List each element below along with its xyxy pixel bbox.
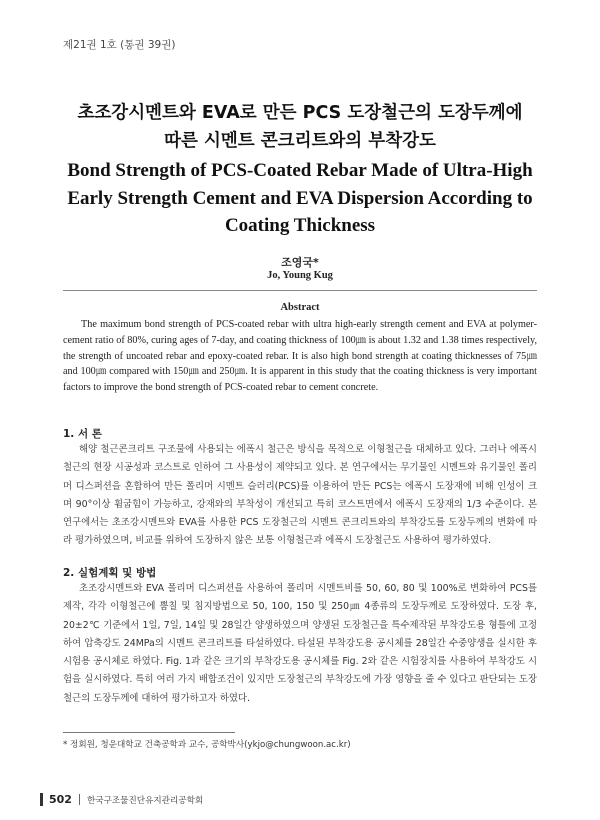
author-english-name: Jo, Young Kug [267,270,333,281]
footer-accent-bar [40,793,43,806]
footnote-divider [63,732,235,733]
introduction-paragraph: 해양 철근콘크리트 구조물에 사용되는 에폭시 철근은 방식을 목적으로 이형철근을 대체하고 있다. 그러나 에폭시 철근의 현장 시공성과 코스트로 인하여 그 사용성이 제약되고 있다. 본 연구에서는 무기물인 시멘트와 유기물인 폴리머 디스퍼션을 혼합하여 만든 폴리머 시멘트 슬러리(PCS)를 이용하여 만든 PCS는 에폭시 도장재에 비해 인성이 크며 90°이상 휨굽힘이 가능하고, 강재와의 부착성이 개선되고 특히 코스트면에서 에폭시 도장재의 1/3 수준이다. 본 연구에서는 초조강시멘트와 EVA를 사용한 PCS 도장철근의 시멘트 콘크리트와의 부착강도를 도장두께의 변화에 따라 평가하였으며, 비교를 위하여 도장하지 않은 보통 이형철근과 에폭시 도장철근도 사용하여 평가하였다. [63,444,537,547]
section-body-methods [63,580,537,708]
english-title-line-3: Coating Thickness [224,215,376,236]
page-number: 502 [49,793,72,806]
society-name: 한국구조물진단유지관리공학회 [86,795,204,806]
english-title-line-1: Bond Strength of PCS-Coated Rebar Made of Ultra-High [67,160,533,181]
section-heading-methods: 2. 실험계획 및 방법 [63,567,157,579]
methods-paragraph: 초조강시멘트와 EVA 폴리머 디스퍼션을 사용하여 폴리머 시멘트비를 50, 60, 80 및 100%로 변화하여 PCS를 제작, 각각 이형철근에 뿜칠 및 침지방법으로 50, 100, 150 및 250㎛ 4종류의 도장두께로 도장하였다. 도장 후, 20±2℃ 기준에서 1일, 7일, 14일 및 28일간 양생하였으며 양생된 도장철근을 특수제작된 부착강도용 형틀에 고정하여 압축강도 24MPa의 시멘트 콘크리트를 타설하였다. 타설된 부착강도용 공시체를 28일간 수중양생을 실시한 후 시험용 공시체로 하였다. Fig. 1과 같은 크기의 부착강도용 공시체를 Fig. 2와 같은 시험장치를 사용하여 부착강도 시험을 실시하였다. 특히 여러 가지 배합조건이 있지만 도장철근의 부착강도에 가장 영향을 줄 수 있다고 판단되는 도장철근의 도장두께에 대하여 평가하고자 하였다. [63,583,537,704]
abstract-divider [63,290,537,291]
author-footnote: * 정회원, 청운대학교 건축공학과 교수, 공학박사(ykjo@chungwoon.ac.kr) [63,740,351,750]
page-footer [40,793,203,806]
section-heading-introduction: 1. 서 론 [63,428,102,440]
english-title-line-2: Early Strength Cement and EVA Dispersion According to [67,188,533,209]
author-korean-name: 조영국* [281,256,319,269]
footer-separator [79,794,80,805]
journal-volume-header: 제21권 1호 (통권 39권) [63,39,176,51]
korean-title-line-1: 초조강시멘트와 EVA로 만든 PCS 도장철근의 도장두께에 [77,103,523,123]
abstract-body [63,317,537,396]
abstract-paragraph: The maximum bond strength of PCS-coated rebar with ultra high-early strength cement and EVA at polymer-cement ratio of 80%, curing ages of 7-day, and coating thickness of 100㎛ is about 1.32 and 1.38 times respectively, the strength of uncoated rebar and epoxy-coated rebar. It is also high bond strength at coating thicknesses of 75㎛ and 100㎛ compared with 150㎛ and 250㎛. It is apparent in this study that the coating thickness is very important factors to improve the bond strength of PCS-coated rebar to cement concrete. [63,319,537,394]
section-body-introduction [63,441,537,551]
abstract-title: Abstract [280,302,320,313]
korean-title-line-2: 따른 시멘트 콘크리트와의 부착강도 [164,131,436,151]
